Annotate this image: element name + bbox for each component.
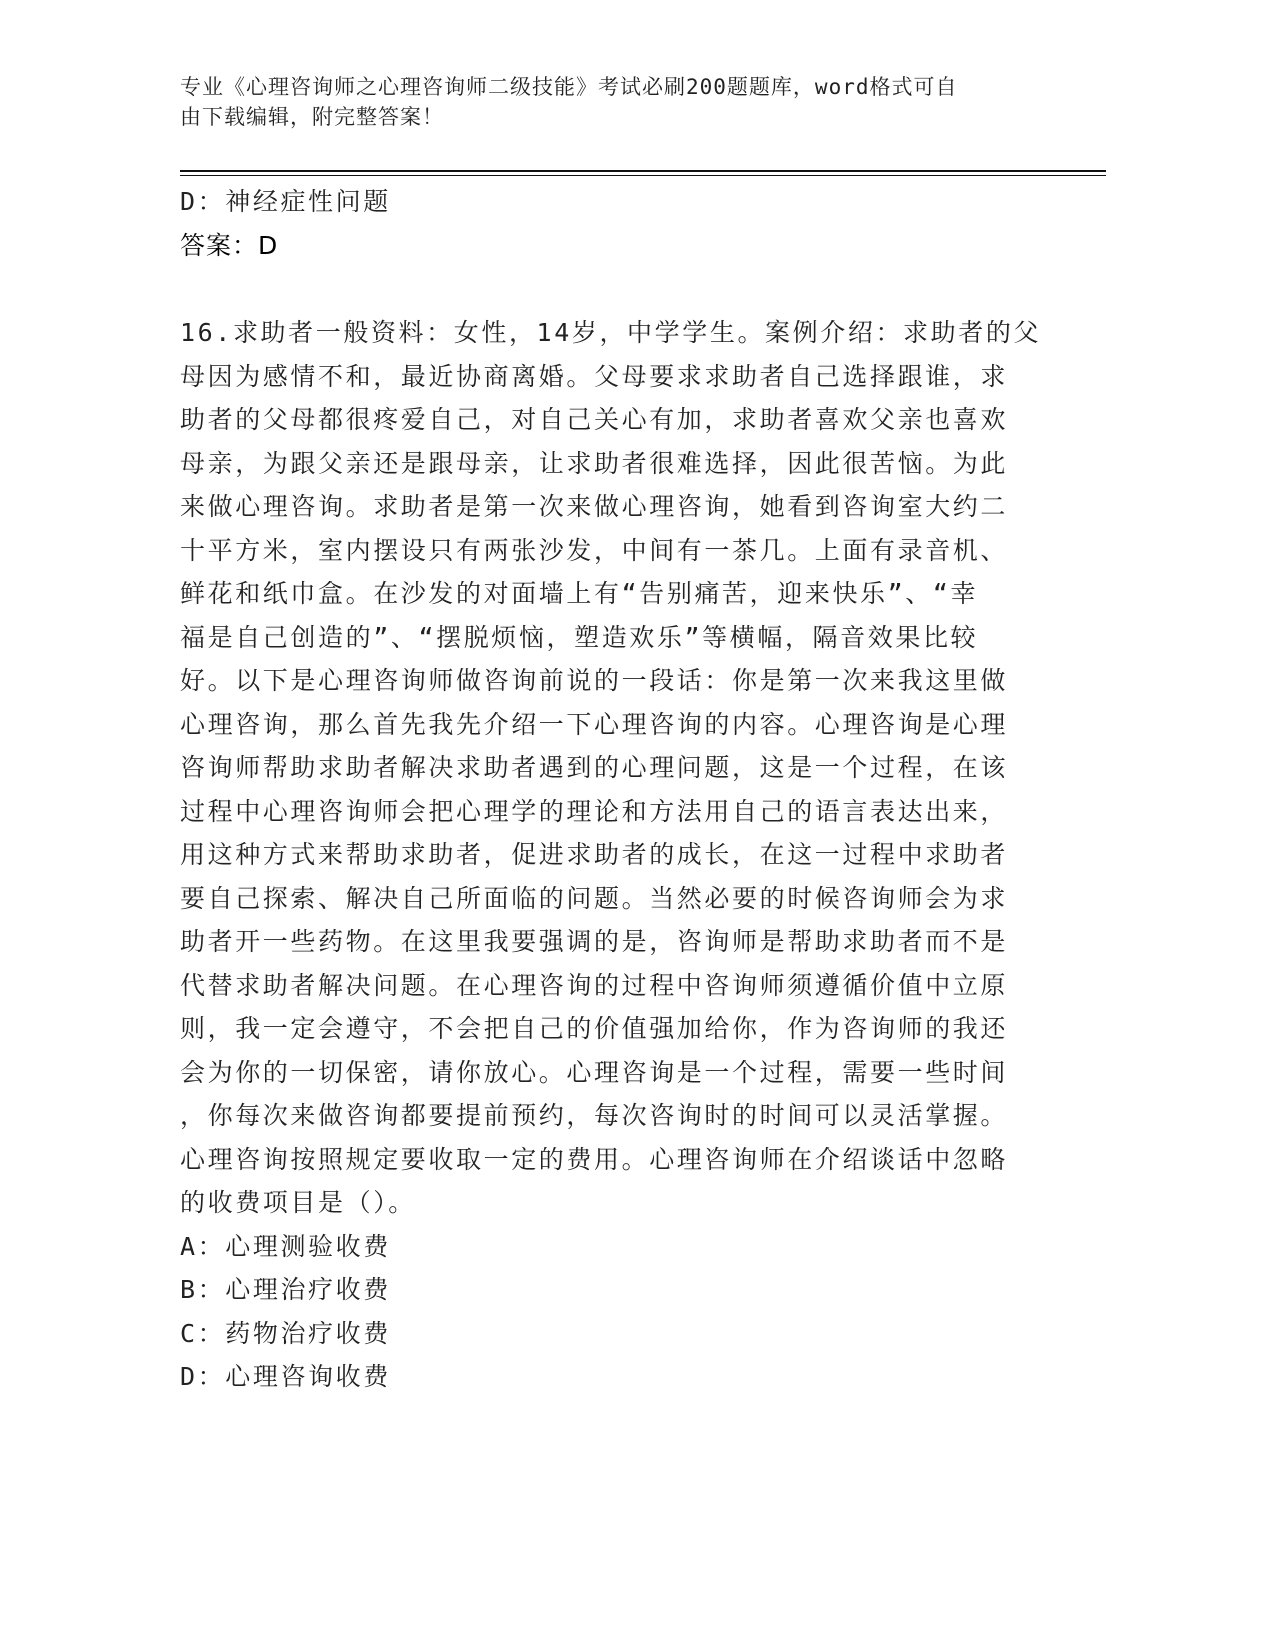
question-text-line: 心理咨询，那么首先我先介绍一下心理咨询的内容。心理咨询是心理 — [180, 709, 1009, 739]
header-divider — [180, 175, 1106, 176]
question-text-line: 的收费项目是（）。 — [180, 1188, 416, 1217]
question-text-line: 16.求助者一般资料：女性，14岁，中学学生。案例介绍：求助者的父 — [180, 318, 1042, 347]
question-text-line: 助者开一些药物。在这里我要强调的是，咨询师是帮助求助者而不是 — [180, 927, 1009, 956]
question-text-line: 要自己探索、解决自己所面临的问题。当然必要的时候咨询师会为求 — [180, 883, 1009, 913]
header-line: 由下载编辑，附完整答案！ — [180, 105, 444, 129]
question-text-line: 鲜花和纸巾盒。在沙发的对面墙上有“告别痛苦，迎来快乐”、“幸 — [180, 579, 979, 608]
question-text-line: 好。以下是心理咨询师做咨询前说的一段话：你是第一次来我这里做 — [180, 666, 1009, 695]
header-divider — [180, 170, 1106, 172]
question-text-line: 心理咨询按照规定要收取一定的费用。心理咨询师在介绍谈话中忽略 — [180, 1144, 1009, 1174]
question-text-line: 来做心理咨询。求助者是第一次来做心理咨询，她看到咨询室大约二 — [180, 492, 1009, 521]
answer-option: D：心理咨询收费 — [180, 1362, 391, 1391]
question-text-line: 咨询师帮助求助者解决求助者遇到的心理问题，这是一个过程，在该 — [180, 753, 1009, 782]
question-text-line: 母因为感情不和，最近协商离婚。父母要求求助者自己选择跟谁，求 — [180, 361, 1009, 391]
question-text-line: 十平方米，室内摆设只有两张沙发，中间有一茶几。上面有录音机、 — [180, 535, 1009, 565]
question-text-line: 福是自己创造的”、“摆脱烦恼，塑造欢乐”等横幅，隔音效果比较 — [180, 622, 979, 652]
question-text-line: 会为你的一切保密，请你放心。心理咨询是一个过程，需要一些时间 — [180, 1057, 1009, 1087]
question-text-line: 助者的父母都很疼爱自己，对自己关心有加，求助者喜欢父亲也喜欢 — [180, 405, 1009, 434]
question-text-line: 过程中心理咨询师会把心理学的理论和方法用自己的语言表达出来， — [180, 796, 1009, 826]
question-text-line: ，你每次来做咨询都要提前预约，每次咨询时的时间可以灵活掌握。 — [180, 1101, 1009, 1130]
question-text-line: 母亲，为跟父亲还是跟母亲，让求助者很难选择，因此很苦恼。为此 — [180, 448, 1009, 478]
prev-answer: 答案：D — [180, 231, 279, 260]
question-text-line: 则，我一定会遵守，不会把自己的价值强加给你，作为咨询师的我还 — [180, 1014, 1009, 1043]
prev-option-d: D：神经症性问题 — [180, 187, 391, 216]
question-text-line: 用这种方式来帮助求助者，促进求助者的成长，在这一过程中求助者 — [180, 840, 1009, 869]
answer-option: C：药物治疗收费 — [180, 1318, 391, 1348]
document-header — [180, 72, 1040, 132]
answer-option: A：心理测验收费 — [180, 1231, 391, 1261]
header-line: 专业《心理咨询师之心理咨询师二级技能》考试必刷200题题库，word格式可自 — [180, 75, 958, 99]
answer-option: B：心理治疗收费 — [180, 1275, 391, 1304]
question-text-line: 代替求助者解决问题。在心理咨询的过程中咨询师须遵循价值中立原 — [180, 970, 1009, 1000]
